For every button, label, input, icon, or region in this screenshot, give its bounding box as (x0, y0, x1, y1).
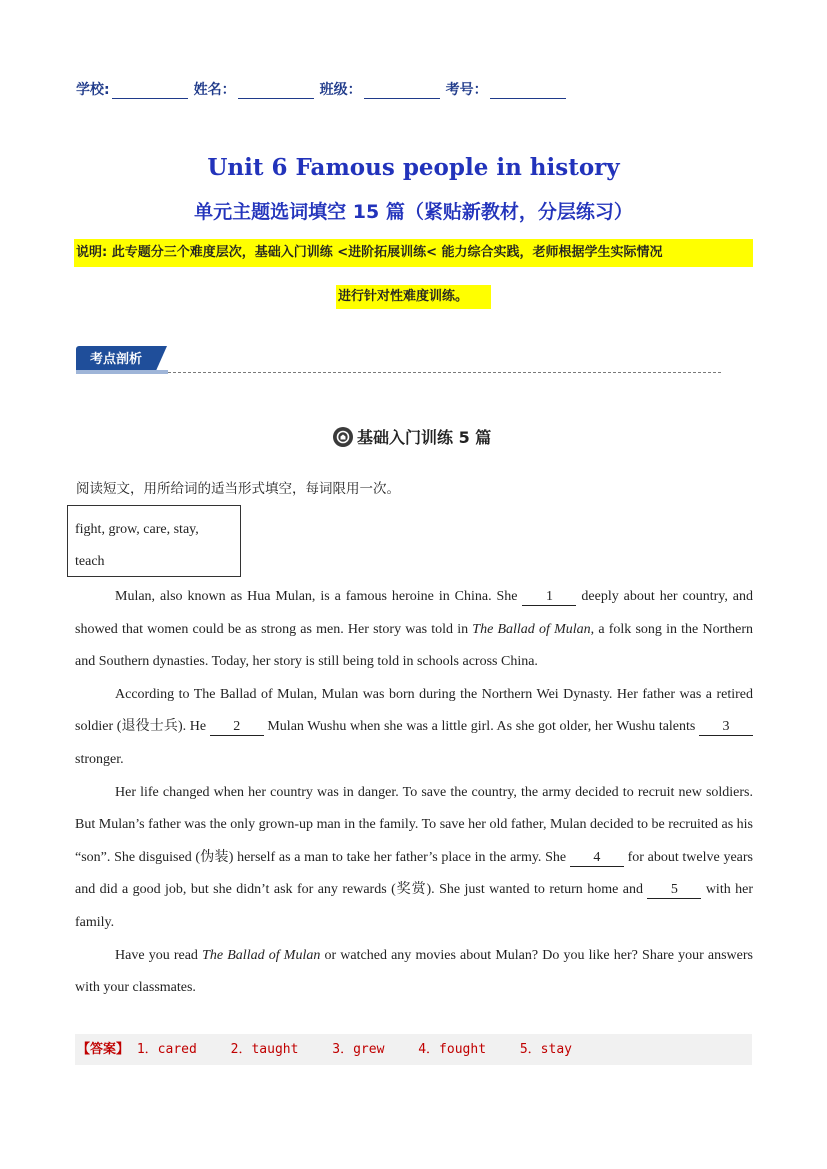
exam-number-field (446, 79, 566, 99)
paragraph-text: for about twelve years and did a good job, but she didn’t ask for any rewards (奖赏). She just wanted to return home and (75, 849, 753, 898)
blank-5[interactable]: 5 (647, 882, 701, 899)
paragraph-2 (75, 679, 753, 777)
blank-4[interactable]: 4 (570, 850, 624, 867)
note-line-2: 进行针对性难度训练。 (336, 285, 491, 309)
name-field (194, 79, 314, 99)
school-blank[interactable] (112, 84, 188, 99)
name-label: 姓名： (193, 82, 236, 98)
section-tab-underline (76, 370, 168, 374)
paragraph-text: Have you read (115, 947, 203, 963)
book-title: The Ballad of Mulan (202, 947, 321, 963)
paragraph-3 (75, 777, 753, 940)
paragraph-text: Her life changed when her country was in danger. To save the country, the army decided to recruit new soldiers. But Mulan’s father was the only grown-up man in the family. To save her old father, Mulan decided to be recruited as his “son”. She disguised (伪装) herself as a man to take her father’s place in the army. She (75, 784, 753, 865)
student-info-fields (76, 79, 572, 99)
dashed-divider (168, 372, 721, 373)
blank-3[interactable]: 3 (699, 719, 753, 736)
section-tab-tip (155, 346, 167, 373)
paragraph-text: Mulan, also known as Hua Mulan, is a famous heroine in China. She (115, 589, 523, 604)
blank-2[interactable]: 2 (210, 719, 264, 736)
instruction-text: 阅读短文，用所给词的适当形式填空，每词限用一次。 (76, 481, 400, 497)
answer-item: 3．grew (332, 1042, 385, 1057)
class-field (320, 79, 440, 99)
paragraph-1 (75, 581, 753, 679)
exam-number-label: 考号： (445, 82, 488, 98)
paragraph-text: Mulan Wushu when she was a little girl. As she got older, her Wushu talents (263, 719, 699, 735)
answer-item: 5．stay (519, 1042, 572, 1057)
book-title: The Ballad of Mulan (472, 621, 591, 637)
circle-badge-icon (333, 427, 353, 447)
reading-passage (75, 581, 753, 1005)
section-heading-text: 基础入门训练 5 篇 (357, 428, 492, 447)
paragraph-text: with her family. (75, 882, 754, 930)
word-bank-box (67, 505, 241, 577)
word-bank-line-1: fight, grow, care, stay, (75, 522, 199, 537)
school-field (76, 79, 188, 99)
answer-label: 【答案】 (77, 1042, 130, 1057)
blank-1[interactable]: 1 (522, 589, 576, 606)
section-heading (333, 425, 491, 448)
note-line-1: 说明: 此专题分三个难度层次，基础入门训练 <进阶拓展训练< 能力综合实践，老师根据学生实际情况 (74, 239, 753, 267)
paragraph-text: or watched any movies about Mulan? Do you like her? Share your answers with your classmates. (75, 947, 753, 996)
paragraph-text: stronger. (75, 751, 124, 767)
page-subtitle: 单元主题选词填空 15 篇（紧贴新教材，分层练习） (194, 201, 633, 223)
page-title: Unit 6 Famous people in history (207, 154, 620, 181)
paragraph-4 (75, 940, 753, 1005)
answer-key (75, 1034, 752, 1065)
class-label: 班级： (319, 82, 362, 98)
answer-item: 4．fought (418, 1042, 487, 1057)
section-tab: 考点剖析 (76, 346, 156, 373)
paragraph-text: deeply about her country, and showed that women could be as strong as men. Her story was told in (75, 589, 754, 637)
paragraph-text: , a folk song in the Northern and Southern dynasties. Today, her story is still being told in schools across China. (75, 621, 753, 670)
paragraph-text: According to The Ballad of Mulan, Mulan was born during the Northern Wei Dynasty. Her father was a retired soldier (退役士兵). He (75, 686, 753, 735)
school-label: 学校: (76, 82, 110, 98)
answer-item: 1．cared (136, 1042, 197, 1057)
word-bank-line-2: teach (75, 554, 105, 569)
exam-number-blank[interactable] (490, 84, 566, 99)
name-blank[interactable] (238, 84, 314, 99)
answer-item: 2．taught (230, 1042, 299, 1057)
class-blank[interactable] (364, 84, 440, 99)
